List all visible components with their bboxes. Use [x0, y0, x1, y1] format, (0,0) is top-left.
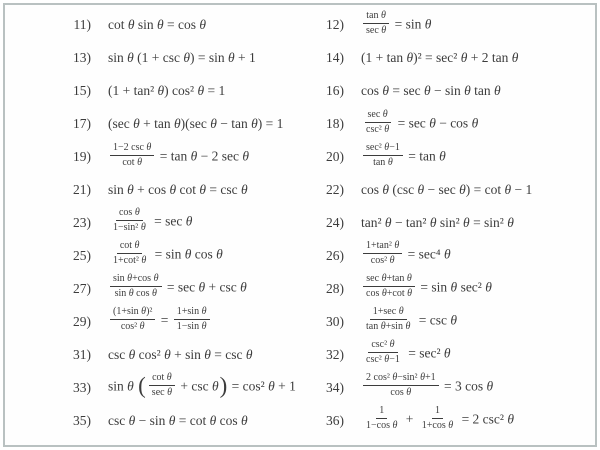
theta-variable: θ: [507, 214, 514, 230]
equation: $\frac{\text{(1+sin θ)²}}{\text{cos² θ}}$ = $\frac{\text{1+sin θ}}{\text{1−sin θ}}$: [108, 308, 212, 335]
theta-variable: θ: [406, 50, 414, 66]
theta-variable: θ: [146, 141, 152, 153]
identity-row: [300, 174, 595, 207]
theta-variable: θ: [384, 354, 390, 366]
problem-number: 21): [73, 182, 91, 198]
equation: sin θ + cos θ cot θ = csc θ: [108, 182, 248, 198]
theta-variable: θ: [251, 116, 258, 132]
identity-row: [300, 42, 595, 75]
theta-variable: θ: [216, 247, 223, 262]
identity-row: [5, 239, 300, 272]
problem-number: 30): [326, 313, 344, 329]
theta-variable: θ: [471, 115, 479, 131]
theta-variable: θ: [417, 182, 425, 198]
identity-row: [5, 305, 300, 338]
problem-number: 12): [326, 17, 344, 33]
problem-number: 34): [326, 379, 344, 395]
equation: (sec θ + tan θ)(sec θ − tan θ) = 1: [108, 116, 284, 132]
fraction: [363, 306, 413, 333]
identity-row: [300, 9, 595, 42]
problem-number: 32): [326, 346, 344, 362]
theta-variable: θ: [382, 182, 390, 198]
identity-row: [300, 305, 595, 338]
theta-variable: θ: [242, 148, 249, 164]
equation: csc θ − sin θ = cot θ cos θ: [108, 412, 248, 428]
theta-variable: θ: [185, 214, 193, 230]
theta-variable: θ: [201, 321, 207, 333]
identity-row: [5, 371, 300, 404]
equation: $\frac{1}{\text{1−cos θ}}$ + $\frac{1}{\text{1+cos θ}}$ = 2 csc² θ: [361, 407, 514, 434]
equation: cos θ (csc θ − sec θ) = cot θ − 1: [361, 182, 533, 198]
theta-variable: θ: [406, 387, 412, 399]
equation: $\frac{\text{sec θ+tan θ}}{\text{cos θ+cot θ}}$ = sin θ sec² θ: [361, 275, 492, 302]
theta-variable: θ: [127, 273, 133, 285]
theta-variable: θ: [381, 9, 386, 21]
theta-variable: θ: [140, 222, 146, 234]
problem-number: 27): [73, 280, 91, 296]
fraction-denominator: cos θ: [390, 387, 412, 399]
fraction: [419, 405, 456, 432]
theta-variable: θ: [459, 182, 466, 198]
identity-row: [5, 174, 300, 207]
theta-variable: θ: [152, 288, 157, 300]
theta-variable: θ: [394, 240, 400, 252]
theta-variable: θ: [443, 247, 451, 262]
problem-number: 23): [73, 214, 91, 230]
fraction-denominator: csc² θ−1: [366, 354, 400, 366]
theta-variable: θ: [190, 148, 198, 164]
theta-variable: θ: [407, 288, 413, 300]
theta-variable: θ: [198, 279, 206, 295]
fraction: [363, 10, 389, 37]
fraction-denominator: 1+cos θ: [421, 420, 454, 432]
fraction-denominator: cos θ+cot θ: [366, 288, 413, 300]
identity-row: [5, 9, 300, 42]
equation: $\frac{\text{sec² θ−1}}{\text{tan θ}}$ = tan θ: [361, 144, 446, 171]
identity-row: [300, 239, 595, 272]
fraction-denominator: 1−sin θ: [176, 321, 207, 333]
problem-number: 29): [73, 313, 91, 329]
theta-variable: θ: [240, 279, 247, 295]
theta-variable: θ: [133, 116, 140, 132]
equation: $\frac{\text{sin θ+cos θ}}{\text{sin θ cos θ}}$ = sec θ + csc θ: [108, 275, 247, 302]
theta-variable: θ: [184, 247, 192, 262]
theta-variable: θ: [382, 108, 388, 120]
theta-variable: θ: [384, 214, 392, 230]
identity-row: [5, 108, 300, 141]
problem-number: 14): [326, 50, 344, 66]
fraction: [363, 240, 402, 267]
identity-row: [5, 141, 300, 174]
theta-variable: θ: [210, 116, 217, 132]
problem-number: 18): [326, 116, 344, 132]
fraction-denominator: 1−cos θ: [366, 420, 398, 432]
theta-variable: θ: [169, 182, 177, 198]
equation: $\frac{\text{csc² θ}}{\text{csc² θ−1}}$ = sec² θ: [361, 341, 451, 368]
big-parenthesis: ): [219, 372, 228, 398]
fraction: [363, 372, 439, 399]
theta-variable: θ: [134, 240, 140, 252]
equation: (1 + tan² θ) cos² θ = 1: [108, 83, 226, 99]
fraction-numerator: 2 cos² θ−sin² θ+1: [363, 372, 439, 386]
fraction-denominator: sec θ: [366, 24, 387, 36]
identity-list: [5, 5, 595, 445]
theta-variable: θ: [504, 182, 512, 198]
fraction-numerator: 1+tan² θ: [363, 240, 402, 254]
equation: $\frac{\text{1−2 csc θ}}{\text{cot θ}}$ = tan θ − 2 sec θ: [108, 144, 249, 171]
fraction: [363, 273, 415, 300]
fraction-numerator: 1: [376, 405, 387, 419]
equation: (1 + tan θ)² = sec² θ + 2 tan θ: [361, 50, 519, 66]
problem-number: 11): [73, 17, 91, 33]
identity-row: [300, 371, 595, 404]
fraction-numerator: tan θ: [363, 10, 389, 24]
equation: cot θ sin θ = cos θ: [108, 17, 207, 33]
theta-variable: θ: [128, 346, 136, 362]
fraction-numerator: (1+sin θ)²: [110, 306, 155, 320]
theta-variable: θ: [381, 273, 387, 285]
fraction-denominator: tan θ+sin θ: [366, 321, 411, 333]
equation: sin θ ( $\frac{\text{cot θ}}{\text{sec θ}}$ + csc θ) = cos² θ + 1: [108, 372, 296, 399]
fraction-numerator: 1+sin θ: [174, 306, 210, 320]
problem-number: 20): [326, 149, 344, 165]
identity-row: [300, 338, 595, 371]
fraction-numerator: sec² θ−1: [363, 142, 403, 156]
theta-variable: θ: [424, 16, 432, 32]
problem-number: 22): [326, 182, 344, 198]
fraction: [174, 306, 210, 333]
theta-variable: θ: [139, 321, 145, 333]
theta-variable: θ: [398, 306, 404, 318]
theta-variable: θ: [486, 378, 494, 394]
theta-variable: θ: [157, 17, 164, 33]
problem-number: 31): [73, 346, 91, 362]
equation: $\frac{\text{sec θ}}{\text{csc² θ}}$ = sec θ − cos θ: [361, 111, 478, 138]
fraction: [363, 405, 400, 432]
fraction: [149, 372, 175, 399]
theta-variable: θ: [201, 306, 207, 318]
fraction: [363, 109, 392, 136]
theta-variable: θ: [209, 412, 217, 428]
identity-row: [5, 42, 300, 75]
equation: tan² θ − tan² θ sin² θ = sin² θ: [361, 214, 514, 230]
theta-variable: θ: [157, 83, 165, 99]
theta-variable: θ: [389, 339, 395, 351]
problem-number: 36): [326, 412, 344, 428]
theta-variable: θ: [153, 273, 159, 285]
fraction: [110, 207, 149, 234]
big-parenthesis: (: [138, 372, 146, 398]
fraction: [363, 142, 403, 169]
theta-variable: θ: [463, 214, 470, 230]
theta-variable: θ: [443, 345, 451, 361]
equation: sin θ (1 + csc θ) = sin θ + 1: [108, 50, 256, 66]
theta-variable: θ: [268, 378, 275, 394]
theta-variable: θ: [164, 346, 171, 362]
theta-variable: θ: [406, 273, 412, 285]
fraction-denominator: cos² θ: [370, 255, 395, 267]
problem-number: 16): [326, 83, 344, 99]
identity-row: [5, 272, 300, 305]
fraction-numerator: csc² θ: [368, 339, 397, 353]
theta-variable: θ: [389, 255, 395, 267]
identity-row: [5, 75, 300, 108]
theta-variable: θ: [429, 214, 437, 230]
theta-variable: θ: [507, 411, 514, 427]
problem-number: 24): [326, 214, 344, 230]
theta-variable: θ: [228, 50, 235, 66]
theta-variable: θ: [166, 372, 172, 384]
identity-row: [300, 207, 595, 240]
theta-variable: θ: [450, 279, 458, 295]
fraction-numerator: cot θ: [117, 240, 143, 254]
problem-number: 17): [73, 116, 91, 132]
theta-variable: θ: [127, 182, 134, 198]
fraction-numerator: sec θ: [365, 109, 391, 123]
theta-variable: θ: [381, 24, 387, 36]
theta-variable: θ: [439, 148, 446, 164]
fraction-denominator: sin θ cos θ: [114, 288, 157, 300]
identity-row: [300, 108, 595, 141]
theta-variable: θ: [127, 17, 135, 33]
identity-row: [300, 272, 595, 305]
theta-variable: θ: [460, 50, 468, 66]
fraction: [110, 306, 155, 333]
fraction-numerator: cot θ: [149, 372, 175, 386]
theta-variable: θ: [511, 50, 519, 66]
fraction-denominator: cot θ: [122, 156, 142, 168]
theta-variable: θ: [424, 83, 431, 99]
fraction: [110, 273, 162, 300]
problem-number: 15): [73, 83, 91, 99]
theta-variable: θ: [211, 378, 219, 394]
identity-row: [300, 404, 595, 437]
identity-row: [5, 338, 300, 371]
fraction-denominator: tan θ: [373, 156, 393, 168]
theta-variable: θ: [199, 17, 207, 33]
theta-variable: θ: [382, 83, 390, 99]
equation: $\frac{\text{cos θ}}{\text{1−sin² θ}}$ = sec θ: [108, 209, 192, 236]
fraction-numerator: 1−2 csc θ: [110, 142, 154, 156]
theta-variable: θ: [241, 182, 248, 198]
theta-variable: θ: [405, 321, 411, 333]
theta-variable: θ: [173, 116, 181, 132]
theta-variable: θ: [241, 412, 248, 428]
identity-row: [300, 141, 595, 174]
equation: cos θ = sec θ − sin θ tan θ: [361, 83, 501, 99]
theta-variable: θ: [141, 255, 147, 267]
fraction-denominator: sec θ: [151, 387, 172, 399]
fraction-numerator: sin θ+cos θ: [110, 273, 162, 287]
theta-variable: θ: [127, 50, 134, 66]
equation: $\frac{\text{1+sec θ}}{\text{tan θ+sin θ}}$ = csc θ: [361, 308, 457, 335]
problem-number: 28): [326, 280, 344, 296]
theta-variable: θ: [204, 346, 211, 362]
fraction-denominator: csc² θ: [366, 123, 390, 135]
theta-variable: θ: [420, 372, 425, 384]
equation: $\frac{\text{2 cos² θ−sin² θ+1}}{\text{cos θ}}$ = 3 cos θ: [361, 374, 493, 401]
theta-variable: θ: [167, 387, 172, 399]
problem-number: 35): [73, 412, 91, 428]
theta-variable: θ: [134, 207, 140, 219]
theta-variable: θ: [392, 420, 398, 432]
theta-variable: θ: [199, 182, 207, 198]
theta-variable: θ: [127, 378, 134, 394]
theta-variable: θ: [392, 372, 398, 384]
theta-variable: θ: [197, 83, 205, 99]
problem-number: 26): [326, 247, 344, 263]
theta-variable: θ: [128, 412, 136, 428]
fraction-numerator: 1: [432, 405, 443, 419]
fraction-numerator: sec θ+tan θ: [363, 273, 414, 287]
worksheet-page: [3, 3, 597, 447]
theta-variable: θ: [448, 420, 454, 432]
problem-number: 19): [73, 149, 91, 165]
fraction: [110, 240, 149, 267]
theta-variable: θ: [384, 141, 390, 153]
fraction: [110, 142, 154, 169]
fraction-denominator: 1−sin² θ: [113, 222, 146, 234]
identity-row: [300, 75, 595, 108]
problem-number: 25): [73, 247, 91, 263]
theta-variable: θ: [141, 306, 147, 318]
theta-variable: θ: [450, 312, 457, 328]
theta-variable: θ: [494, 83, 501, 99]
problem-number: 13): [73, 50, 91, 66]
theta-variable: θ: [381, 288, 387, 300]
fraction-numerator: 1+sec θ: [370, 306, 407, 320]
identity-row: [5, 404, 300, 437]
theta-variable: θ: [429, 115, 436, 131]
equation: csc θ cos² θ + sin θ = csc θ: [108, 346, 253, 362]
problem-number: 33): [73, 379, 91, 395]
theta-variable: θ: [245, 346, 253, 362]
theta-variable: θ: [183, 50, 191, 66]
equation: $\frac{\text{cot θ}}{\text{1+cot² θ}}$ = sin θ cos θ: [108, 242, 223, 269]
theta-variable: θ: [387, 156, 393, 168]
equation: $\frac{\text{1+tan² θ}}{\text{cos² θ}}$ = sec⁴ θ: [361, 242, 451, 269]
theta-variable: θ: [380, 321, 386, 333]
identity-row: [5, 207, 300, 240]
theta-variable: θ: [168, 412, 176, 428]
theta-variable: θ: [464, 83, 471, 99]
fraction-numerator: cos θ: [116, 207, 143, 221]
fraction: [363, 339, 403, 366]
theta-variable: θ: [137, 156, 142, 168]
theta-variable: θ: [485, 279, 492, 295]
theta-variable: θ: [128, 288, 134, 300]
equation: $\frac{\text{tan θ}}{\text{sec θ}}$ = sin θ: [361, 12, 431, 39]
theta-variable: θ: [384, 123, 390, 135]
fraction-denominator: cos² θ: [120, 321, 145, 333]
fraction-denominator: 1+cot² θ: [113, 255, 147, 267]
